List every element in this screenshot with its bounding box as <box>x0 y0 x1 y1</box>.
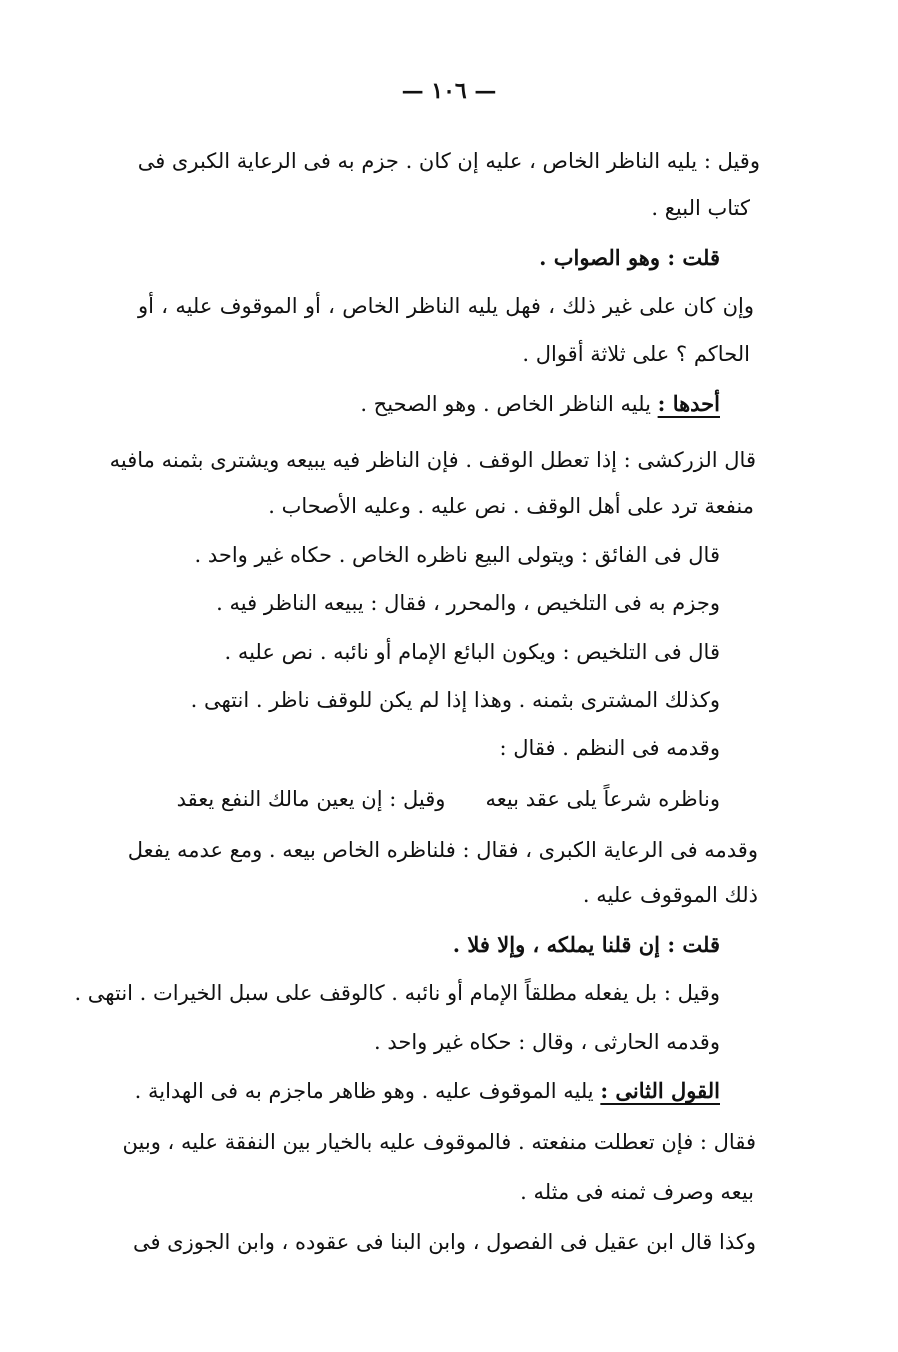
text-line: قال الزركشى : إذا تعطل الوقف . فإن الناظر فيه يبيعه ويشترى بثمنه مافيه <box>109 448 756 472</box>
text-line: كتاب البيع . <box>651 196 750 220</box>
second-opinion-lead: القول الثانى : <box>600 1078 720 1103</box>
text-line: وقيل : يليه الناظر الخاص ، عليه إن كان . جزم به فى الرعاية الكبرى فى <box>137 149 760 173</box>
second-opinion-line <box>135 1076 720 1106</box>
text-line: قلت : إن قلنا يملكه ، وإلا فلا . <box>452 932 720 957</box>
first-opinion-line <box>360 389 720 419</box>
text-line: قلت : وهو الصواب . <box>539 245 720 270</box>
text-line: يليه الموقوف عليه . وهو ظاهر ماجزم به فى الهداية . <box>134 1079 594 1103</box>
text-line: وكذلك المشترى بثمنه . وهذا إذا لم يكن للوقف ناظر . انتهى . <box>190 688 720 712</box>
text-line: وكذا قال ابن عقيل فى الفصول ، وابن البنا فى عقوده ، وابن الجوزى فى <box>132 1230 756 1254</box>
text-line: قال فى التلخيص : ويكون البائع الإمام أو نائبه . نص عليه . <box>224 640 720 664</box>
text-line: منفعة ترد على أهل الوقف . نص عليه . وعليه الأصحاب . <box>268 494 754 518</box>
text-line: وقدمه الحارثى ، وقال : حكاه غير واحد . <box>373 1030 720 1054</box>
text-line: وجزم به فى التلخيص ، والمحرر ، فقال : يبيعه الناظر فيه . <box>216 591 720 615</box>
text-line: بيعه وصرف ثمنه فى مثله . <box>520 1180 754 1204</box>
text-line: وإن كان على غير ذلك ، فهل يليه الناظر الخاص ، أو الموقوف عليه ، أو <box>138 294 754 318</box>
first-opinion-lead: أحدها : <box>657 391 720 416</box>
text-line: وقدمه فى الرعاية الكبرى ، فقال : فلناظره الخاص بيعه . ومع عدمه يفعل <box>127 838 758 862</box>
poem-line: وناظره شرعاً يلى عقد بيعه وقيل : إن يعين مالك النفع يعقد <box>176 787 720 811</box>
text-line: ذلك الموقوف عليه . <box>582 883 758 907</box>
page-number: — ١٠٦ — <box>401 78 497 104</box>
text-line: قال فى الفائق : ويتولى البيع ناظره الخاص . حكاه غير واحد . <box>194 543 720 567</box>
text-line: يليه الناظر الخاص . وهو الصحيح . <box>360 392 651 416</box>
text-line: الحاكم ؟ على ثلاثة أقوال . <box>522 342 750 366</box>
text-line: وقدمه فى النظم . فقال : <box>499 736 720 760</box>
text-line: فقال : فإن تعطلت منفعته . فالموقوف عليه بالخيار بين النفقة عليه ، وبين <box>122 1130 756 1154</box>
text-line: وقيل : بل يفعله مطلقاً الإمام أو نائبه . كالوقف على سبل الخيرات . انتهى . <box>74 981 720 1005</box>
